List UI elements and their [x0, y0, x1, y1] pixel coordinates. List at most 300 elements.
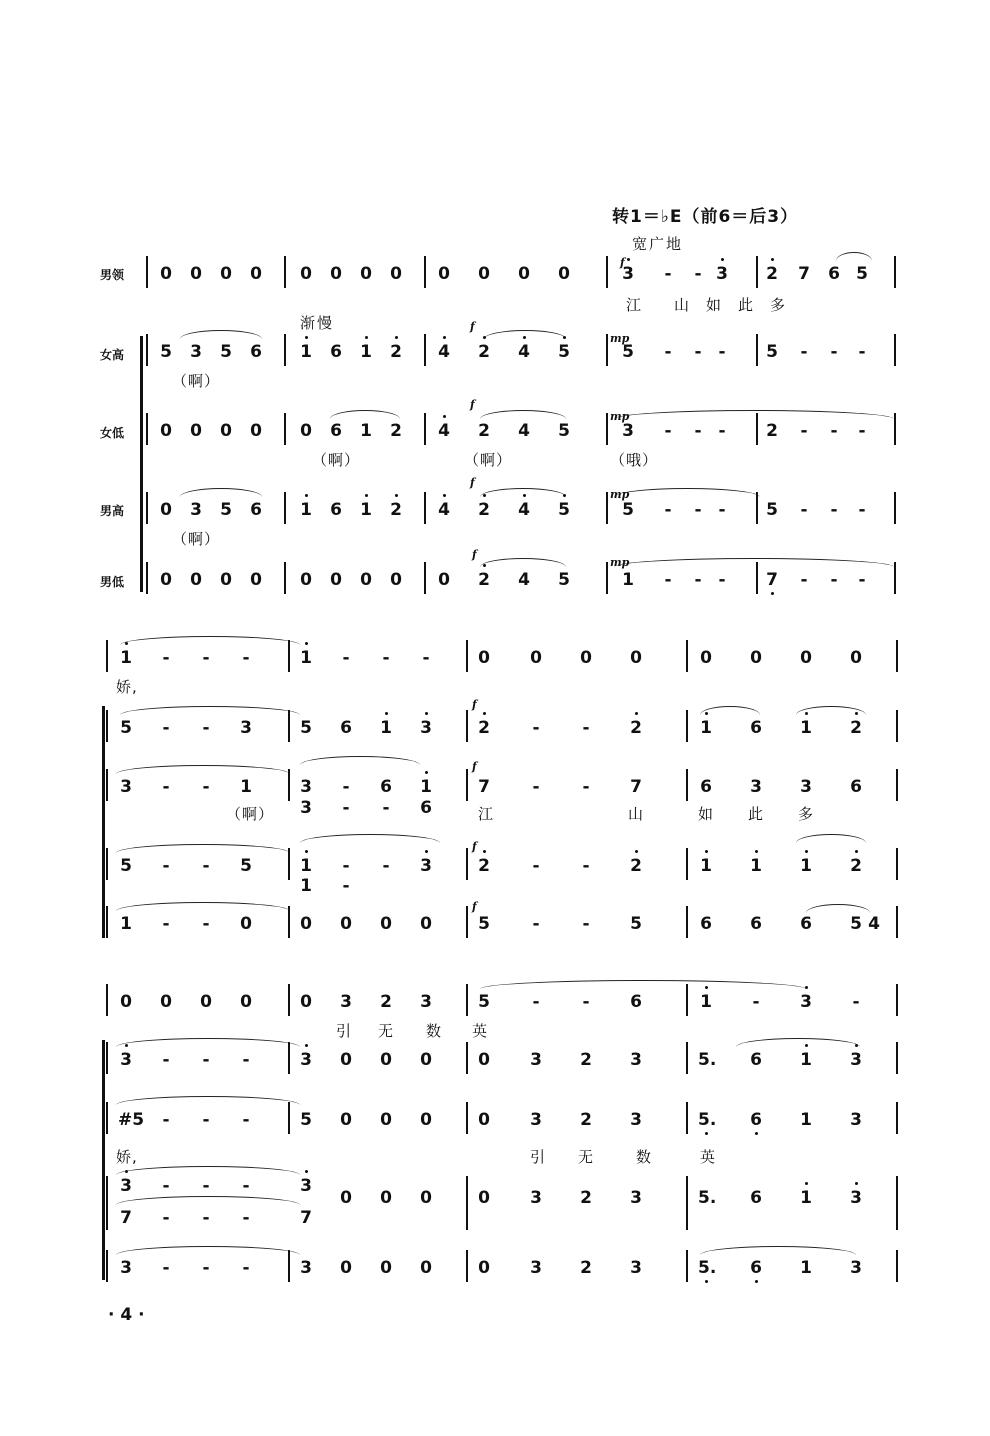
note-s1-b-18: -	[830, 570, 838, 590]
note-s3-s-12: 5.	[698, 1050, 717, 1070]
note-s2-t-4: 1	[300, 856, 312, 876]
note-s2-s-7: 3	[420, 718, 432, 738]
lyric-lead-1: 江 山 如 此 多	[626, 296, 787, 314]
slur-s1-2	[484, 330, 566, 339]
note-s3-lead-6: 2	[380, 992, 392, 1012]
barline-s1-b-3	[606, 562, 608, 594]
note-s2-a-12: 6	[700, 777, 712, 797]
note-s1-a-19: -	[858, 421, 866, 441]
note-s1-t-18: -	[830, 500, 838, 520]
note-s3-a-3: -	[242, 1110, 250, 1130]
slur-s3-5	[116, 1196, 300, 1205]
octave-dot-s1-7	[443, 415, 446, 418]
octave-dot-s2-5	[635, 712, 638, 715]
octave-dot-s3-3	[305, 1044, 308, 1047]
note-s1-s-13: -	[664, 342, 672, 362]
slur-s1-5	[614, 410, 894, 419]
note-s1-a-4: 0	[300, 421, 312, 441]
note-s1-a-9: 2	[478, 421, 490, 441]
note-s2-s-15: 2	[850, 718, 862, 738]
note-s1-b-1: 0	[190, 570, 202, 590]
octave-dot-s3-9	[855, 1182, 858, 1185]
barline-s1-t-3	[606, 492, 608, 524]
note-s1-lead-4: 0	[300, 264, 312, 284]
low-dot-s3-0	[705, 1280, 708, 1283]
slur-s2-7	[300, 834, 440, 843]
lyric-lead-3-w1: 无	[378, 1022, 395, 1040]
note-s1-s-12: 5	[622, 342, 634, 362]
barline-s1-s-5	[894, 334, 896, 366]
note-s1-s-3: 6	[250, 342, 262, 362]
octave-dot-s1-1	[365, 336, 368, 339]
note-s3-s-4: 3	[300, 1050, 312, 1070]
dynamic-s1-6: mp	[610, 488, 630, 501]
note-s3-tlow-4: 7	[300, 1208, 312, 1228]
octave-dot-s1-17	[771, 258, 774, 261]
lyric-alto-2-w0: 江	[478, 805, 495, 823]
barline-s3-t-0	[106, 1176, 108, 1230]
octave-dot-s2-4	[483, 712, 486, 715]
note-s3-s-6: 0	[380, 1050, 392, 1070]
lyric-alto-2-w4: 多	[798, 805, 815, 823]
note-s3-s-13: 6	[750, 1050, 762, 1070]
note-s2-t-12: 1	[700, 856, 712, 876]
note-s1-s-18: -	[830, 342, 838, 362]
note-s3-b-9: 3	[530, 1258, 542, 1278]
note-s3-tlow-2: -	[202, 1208, 210, 1228]
note-s3-thigh-2: -	[202, 1176, 210, 1196]
note-s3-lead-3: 0	[240, 992, 252, 1012]
note-s2-a-1: -	[162, 777, 170, 797]
slur-s1-9	[480, 558, 566, 567]
note-s3-lead-4: 0	[300, 992, 312, 1012]
dynamic-s1-5: f	[470, 476, 475, 489]
note-s1-b-0: 0	[160, 570, 172, 590]
octave-dot-s1-16	[721, 258, 724, 261]
barline-s2-a-3	[686, 769, 688, 801]
barline-s1-b-0	[146, 562, 148, 594]
note-s2-lead-12: 0	[700, 648, 712, 668]
note-s1-a-3: 0	[250, 421, 262, 441]
lyric-alto-3a: 娇,	[116, 1148, 138, 1166]
barline-s2-lead-2	[466, 640, 468, 672]
note-s3-a-1: -	[162, 1110, 170, 1130]
note-s3-s-14: 1	[800, 1050, 812, 1070]
barline-s1-a-1	[284, 413, 286, 445]
note-s2-a-13: 3	[750, 777, 762, 797]
note-s3-tlow-3: -	[242, 1208, 250, 1228]
note-s1-s-16: 5	[766, 342, 778, 362]
note-s3-a-7: 0	[420, 1110, 432, 1130]
note-s2-b-8: 5	[478, 914, 490, 934]
barline-s2-t-0	[106, 848, 108, 880]
voice-label-bass: 男低	[100, 575, 125, 589]
note-s3-lead-10: -	[582, 992, 590, 1012]
note-s1-lead-11: 0	[558, 264, 570, 284]
note-s3-tlow-0: 7	[120, 1208, 132, 1228]
note-s1-lead-5: 0	[330, 264, 342, 284]
note-s2-t-13: 1	[750, 856, 762, 876]
note-s1-a-17: -	[800, 421, 808, 441]
note-s3-a-14: 1	[800, 1110, 812, 1130]
dynamic-s1-8: mp	[610, 556, 630, 569]
note-s2-t-5: -	[342, 856, 350, 876]
barline-s2-t-2	[466, 848, 468, 880]
note-s2-a-9: -	[532, 777, 540, 797]
barline-s2-s-0	[106, 710, 108, 742]
note-s3-thigh-3: -	[242, 1176, 250, 1196]
note-s3-b-6: 0	[380, 1258, 392, 1278]
note-s1-b-19: -	[858, 570, 866, 590]
note-s2-tlow-1: -	[342, 876, 350, 896]
note-s3-a-8: 0	[478, 1110, 490, 1130]
note-s1-t-8: 4	[438, 500, 450, 520]
octave-dot-s2-9	[425, 771, 428, 774]
note-s1-lead-16: 2	[766, 264, 778, 284]
note-s3-b-2: -	[202, 1258, 210, 1278]
octave-dot-s2-15	[755, 850, 758, 853]
note-s1-a-15: -	[718, 421, 726, 441]
note-s3-a-2: -	[202, 1110, 210, 1130]
note-s2-lead-11: 0	[630, 648, 642, 668]
barline-s3-b-4	[896, 1250, 898, 1282]
note-s3-lead-14: 3	[800, 992, 812, 1012]
note-s2-s-1: -	[162, 718, 170, 738]
barline-s1-b-2	[424, 562, 426, 594]
slur-s2-10	[806, 904, 870, 913]
note-s2-b-7: 0	[420, 914, 432, 934]
barline-s3-a-4	[896, 1102, 898, 1134]
slur-s1-1	[836, 252, 872, 261]
slur-s1-7	[480, 488, 566, 497]
barline-s1-t-5	[894, 492, 896, 524]
note-s3-lead-1: 0	[160, 992, 172, 1012]
note-s1-t-17: -	[800, 500, 808, 520]
note-s2-t-9: -	[532, 856, 540, 876]
barline-s3-lead-2	[466, 984, 468, 1016]
note-s3-s-8: 0	[478, 1050, 490, 1070]
note-s3-b-10: 2	[580, 1258, 592, 1278]
note-s3-s-0: 3	[120, 1050, 132, 1070]
note-s3-b-7: 0	[420, 1258, 432, 1278]
note-s2-tlow-0: 1	[300, 876, 312, 896]
barline-s2-t-3	[686, 848, 688, 880]
note-s3-lead-15: -	[852, 992, 860, 1012]
system3-brace	[102, 1040, 105, 1280]
slur-s3-3	[116, 1096, 300, 1105]
note-s2-b-10: -	[582, 914, 590, 934]
note-s3-b-11: 3	[630, 1258, 642, 1278]
octave-dot-s2-14	[705, 850, 708, 853]
slur-s2-3	[796, 706, 866, 715]
note-s2-alow-3: 6	[420, 798, 432, 818]
note-s1-s-19: -	[858, 342, 866, 362]
lyric-lead-2: 娇,	[116, 678, 138, 696]
barline-s2-s-2	[466, 710, 468, 742]
note-s1-lead-3: 0	[250, 264, 262, 284]
note-s1-t-7: 2	[390, 500, 402, 520]
note-s3-b-12: 5.	[698, 1258, 717, 1278]
low-dot-s1-0	[771, 592, 774, 595]
octave-dot-s2-16	[805, 850, 808, 853]
barline-s1-s-4	[756, 334, 758, 366]
note-s1-t-13: -	[664, 500, 672, 520]
dynamic-s1-4: mp	[610, 410, 630, 423]
barline-s3-a-2	[466, 1102, 468, 1134]
dynamic-s1-1: f	[470, 320, 475, 333]
note-s2-b-16: 4	[868, 914, 880, 934]
lyric-alto-1b: （啊）	[464, 451, 513, 469]
octave-dot-s1-15	[627, 258, 630, 261]
note-s3-b-1: -	[162, 1258, 170, 1278]
note-s2-s-2: -	[202, 718, 210, 738]
note-s1-lead-6: 0	[360, 264, 372, 284]
note-s3-a-6: 0	[380, 1110, 392, 1130]
note-s1-lead-13: -	[664, 264, 672, 284]
note-s3-lead-12: 1	[700, 992, 712, 1012]
note-s3-t-10: 3	[850, 1188, 862, 1208]
note-s1-t-16: 5	[766, 500, 778, 520]
note-s2-lead-9: 0	[530, 648, 542, 668]
note-s1-a-6: 1	[360, 421, 372, 441]
lyric-lead-3-w2: 数	[426, 1022, 443, 1040]
note-s1-s-7: 2	[390, 342, 402, 362]
note-s2-lead-1: -	[162, 648, 170, 668]
note-s3-t-9: 1	[800, 1188, 812, 1208]
dynamic-s1-2: mp	[610, 332, 630, 345]
note-s1-a-5: 6	[330, 421, 342, 441]
barline-s2-s-3	[686, 710, 688, 742]
note-s2-a-8: 7	[478, 777, 490, 797]
barline-s1-s-2	[424, 334, 426, 366]
note-s1-lead-15: 3	[716, 264, 728, 284]
note-s1-a-11: 5	[558, 421, 570, 441]
barline-s3-lead-0	[106, 984, 108, 1016]
barline-s2-a-4	[896, 769, 898, 801]
barline-s1-s-0	[146, 334, 148, 366]
slur-s2-9	[116, 902, 290, 911]
dynamic-s1-7: f	[472, 548, 477, 561]
octave-dot-s1-0	[305, 336, 308, 339]
note-s1-b-15: -	[718, 570, 726, 590]
barline-s1-b-1	[284, 562, 286, 594]
note-s2-alow-2: -	[382, 798, 390, 818]
note-s3-s-1: -	[162, 1050, 170, 1070]
note-s2-s-10: -	[582, 718, 590, 738]
note-s3-t-4: 3	[530, 1188, 542, 1208]
note-s1-a-14: -	[694, 421, 702, 441]
barline-s3-a-3	[686, 1102, 688, 1134]
note-s3-s-9: 3	[530, 1050, 542, 1070]
dynamic-s1-3: f	[470, 398, 475, 411]
note-s1-t-11: 5	[558, 500, 570, 520]
barline-s2-lead-4	[896, 640, 898, 672]
note-s3-lead-9: -	[532, 992, 540, 1012]
octave-dot-s2-11	[425, 850, 428, 853]
note-s3-thigh-0: 3	[120, 1176, 132, 1196]
slur-s3-2	[736, 1038, 860, 1047]
note-s2-b-4: 0	[300, 914, 312, 934]
voice-label-tenor: 男高	[100, 504, 125, 518]
note-s2-a-14: 3	[800, 777, 812, 797]
note-s2-s-12: 1	[700, 718, 712, 738]
slur-s3-4	[116, 1166, 300, 1175]
note-s1-a-2: 0	[220, 421, 232, 441]
note-s3-b-4: 3	[300, 1258, 312, 1278]
note-s2-s-8: 2	[478, 718, 490, 738]
slur-s3-1	[116, 1038, 300, 1047]
note-s2-b-12: 6	[700, 914, 712, 934]
slur-s1-3	[330, 410, 400, 419]
note-s1-s-4: 1	[300, 342, 312, 362]
note-s3-s-7: 0	[420, 1050, 432, 1070]
note-s1-b-11: 5	[558, 570, 570, 590]
octave-dot-s1-11	[443, 494, 446, 497]
barline-s2-b-0	[106, 906, 108, 938]
lyric-alto-3-w0: 引	[530, 1148, 547, 1166]
note-s1-lead-19: 5	[856, 264, 868, 284]
note-s2-s-3: 3	[240, 718, 252, 738]
note-s1-t-14: -	[694, 500, 702, 520]
note-s2-t-0: 5	[120, 856, 132, 876]
note-s2-t-3: 5	[240, 856, 252, 876]
octave-dot-s3-7	[305, 1170, 308, 1173]
octave-dot-s1-10	[395, 494, 398, 497]
note-s2-s-5: 6	[340, 718, 352, 738]
note-s3-t-1: 0	[380, 1188, 392, 1208]
barline-s1-lead-3	[606, 256, 608, 288]
system1-brace	[140, 336, 143, 592]
slur-s1-8	[614, 488, 760, 497]
slur-s2-5	[300, 756, 420, 765]
note-s1-s-15: -	[718, 342, 726, 362]
octave-dot-s1-8	[305, 494, 308, 497]
note-s2-lead-0: 1	[120, 648, 132, 668]
note-s3-b-13: 6	[750, 1258, 762, 1278]
note-s1-t-1: 3	[190, 500, 202, 520]
octave-dot-s1-3	[443, 336, 446, 339]
note-s3-b-15: 3	[850, 1258, 862, 1278]
lyric-lead-3-w3: 英	[472, 1022, 489, 1040]
note-s2-lead-4: 1	[300, 648, 312, 668]
note-s2-t-2: -	[202, 856, 210, 876]
voice-label-lead: 男领	[100, 268, 125, 282]
note-s2-b-13: 6	[750, 914, 762, 934]
barline-s2-t-4	[896, 848, 898, 880]
note-s2-s-13: 6	[750, 718, 762, 738]
octave-dot-s3-8	[805, 1182, 808, 1185]
barline-s1-lead-4	[756, 256, 758, 288]
note-s1-s-6: 1	[360, 342, 372, 362]
note-s1-a-8: 4	[438, 421, 450, 441]
note-s1-b-14: -	[694, 570, 702, 590]
note-s2-alow-0: 3	[300, 798, 312, 818]
barline-s3-s-4	[896, 1042, 898, 1074]
ritardando-marking: 渐慢	[300, 314, 335, 332]
note-s3-s-11: 3	[630, 1050, 642, 1070]
barline-s1-lead-0	[146, 256, 148, 288]
note-s2-a-4: 3	[300, 777, 312, 797]
lyric-alto-2-w3: 此	[748, 805, 765, 823]
barline-s1-a-2	[424, 413, 426, 445]
note-s2-t-8: 2	[478, 856, 490, 876]
barline-s1-lead-1	[284, 256, 286, 288]
note-s3-lead-0: 0	[120, 992, 132, 1012]
slur-s2-6	[116, 844, 290, 853]
note-s2-b-11: 5	[630, 914, 642, 934]
note-s2-b-5: 0	[340, 914, 352, 934]
barline-s1-s-3	[606, 334, 608, 366]
note-s1-a-12: 3	[622, 421, 634, 441]
note-s3-a-0: #5	[118, 1110, 145, 1130]
barline-s1-t-0	[146, 492, 148, 524]
barline-s3-a-1	[288, 1102, 290, 1134]
note-s2-b-14: 6	[800, 914, 812, 934]
low-dot-s3-2	[755, 1132, 758, 1135]
note-s3-lead-11: 6	[630, 992, 642, 1012]
dynamic-s2-0: f	[472, 698, 477, 711]
barline-s1-t-2	[424, 492, 426, 524]
lyric-alto-2-w2: 如	[698, 805, 715, 823]
note-s2-s-11: 2	[630, 718, 642, 738]
note-s3-lead-7: 3	[420, 992, 432, 1012]
note-s1-b-10: 4	[518, 570, 530, 590]
note-s3-s-2: -	[202, 1050, 210, 1070]
note-s1-b-8: 0	[438, 570, 450, 590]
barline-s2-b-3	[686, 906, 688, 938]
note-s3-t-7: 5.	[698, 1188, 717, 1208]
barline-s2-lead-3	[686, 640, 688, 672]
note-s1-s-8: 4	[438, 342, 450, 362]
barline-s2-s-4	[896, 710, 898, 742]
octave-dot-s2-17	[855, 850, 858, 853]
tempo-marking: 宽广地	[632, 235, 684, 253]
barline-s1-a-0	[146, 413, 148, 445]
note-s1-a-0: 0	[160, 421, 172, 441]
note-s3-lead-2: 0	[200, 992, 212, 1012]
note-s3-t-8: 6	[750, 1188, 762, 1208]
note-s1-a-18: -	[830, 421, 838, 441]
barline-s1-b-5	[894, 562, 896, 594]
note-s3-s-10: 2	[580, 1050, 592, 1070]
barline-s1-lead-2	[424, 256, 426, 288]
note-s2-b-2: -	[202, 914, 210, 934]
note-s3-tlow-1: -	[162, 1208, 170, 1228]
note-s1-lead-12: 3	[622, 264, 634, 284]
note-s3-lead-5: 3	[340, 992, 352, 1012]
slur-s3-6	[116, 1246, 300, 1255]
barline-s3-b-3	[686, 1250, 688, 1282]
lyric-lead-3-w0: 引	[336, 1022, 353, 1040]
note-s2-s-4: 5	[300, 718, 312, 738]
note-s2-b-6: 0	[380, 914, 392, 934]
note-s2-a-15: 6	[850, 777, 862, 797]
note-s1-s-2: 5	[220, 342, 232, 362]
note-s1-a-7: 2	[390, 421, 402, 441]
note-s3-a-11: 3	[630, 1110, 642, 1130]
slur-s2-8	[796, 834, 866, 843]
note-s3-t-3: 0	[478, 1188, 490, 1208]
note-s1-t-10: 4	[518, 500, 530, 520]
note-s3-s-15: 3	[850, 1050, 862, 1070]
slur-s1-6	[180, 488, 262, 497]
note-s2-lead-8: 0	[478, 648, 490, 668]
note-s1-t-0: 0	[160, 500, 172, 520]
note-s2-lead-5: -	[342, 648, 350, 668]
note-s1-t-15: -	[718, 500, 726, 520]
note-s2-s-6: 1	[380, 718, 392, 738]
voice-label-alto: 女低	[100, 426, 125, 440]
